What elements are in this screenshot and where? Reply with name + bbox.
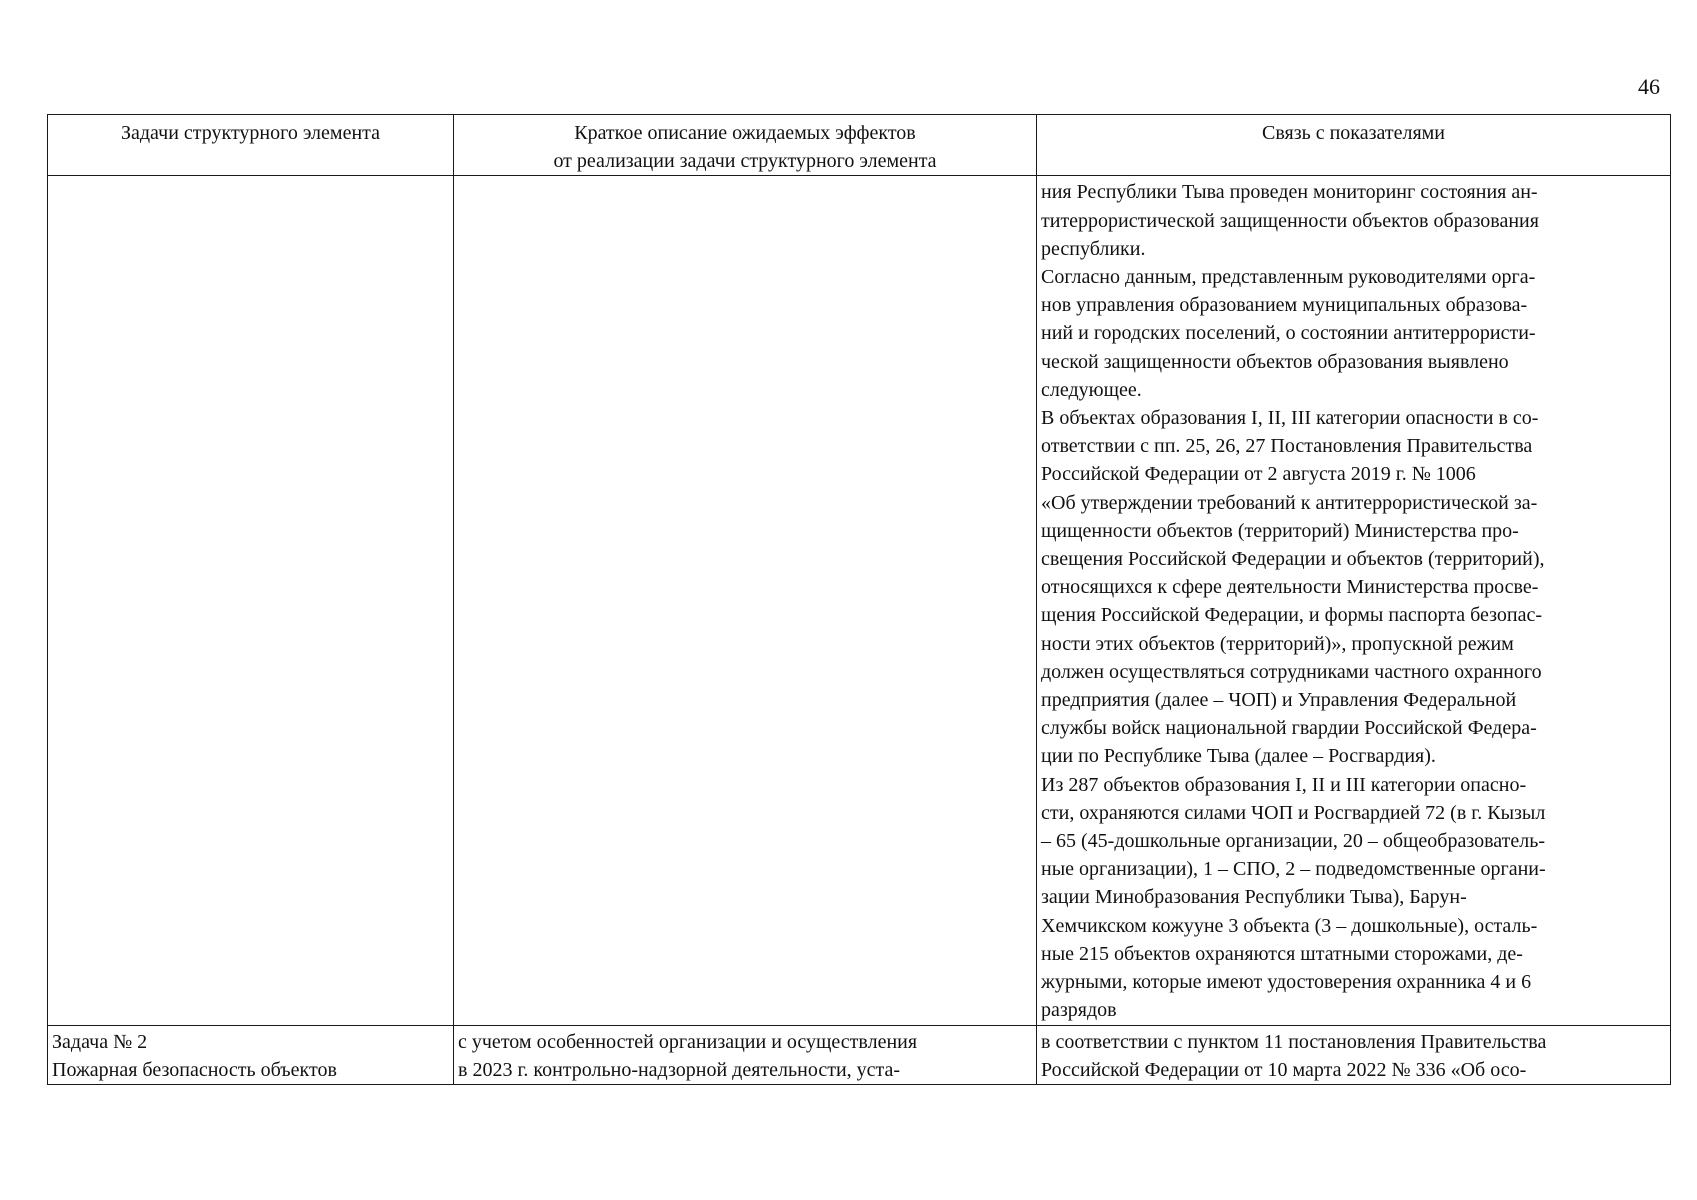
header-indicators-link: Связь с показателями bbox=[1037, 115, 1671, 176]
table-cell-effects: с учетом особенностей организации и осуществления в 2023 г. контрольно-надзорной деятельности, уста- bbox=[454, 1025, 1037, 1084]
table-cell-effects bbox=[454, 176, 1037, 1025]
header-effects-description: Краткое описание ожидаемых эффектов от реализации задачи структурного элемента bbox=[454, 115, 1037, 176]
table-header-row bbox=[48, 115, 1671, 176]
structural-element-table bbox=[47, 114, 1671, 1085]
table-cell-indicators: в соответствии с пунктом 11 постановления Правительства Российской Федерации от 10 марта 2022 № 336 «Об осо- bbox=[1037, 1025, 1671, 1084]
table-row bbox=[48, 176, 1671, 1025]
header-tasks: Задачи структурного элемента bbox=[48, 115, 454, 176]
page-number: 46 bbox=[1638, 74, 1660, 99]
table-cell-task bbox=[48, 176, 454, 1025]
table-row bbox=[48, 1025, 1671, 1084]
table-cell-task: Задача № 2 Пожарная безопасность объектов bbox=[48, 1025, 454, 1084]
table-cell-indicators: ния Республики Тыва проведен мониторинг состояния ан- титеррористической защищенности объектов образования республики. Согласно данным, представленным руководителями орга- нов управления образованием муниципальных образова- ний и городских поселений, о состоянии антитеррористи- ческой защищенности объектов образования выявлено следующее. В объектах образования I, II, III категории опасности в со- ответствии с пп. 25, 26, 27 Постановления Правительства Российской Федерации от 2 августа 2019 г. № 1006 «Об утверждении требований к антитеррористической за- щищенности объектов (территорий) Министерства про- свещения Российской Федерации и объектов (территорий), относящихся к сфере деятельности Министерства просве- щения Российской Федерации, и формы паспорта безопас- ности этих объектов (территорий)», пропускной режим должен осуществляться сотрудниками частного охранного предприятия (далее – ЧОП) и Управления Федеральной службы войск национальной гвардии Российской Федера- ции по Республике Тыва (далее – Росгвардия). Из 287 объектов образования I, II и III категории опасно- сти, охраняются силами ЧОП и Росгвардией 72 (в г. Кызыл – 65 (45-дошкольные организации, 20 – общеобразователь- ные организации), 1 – СПО, 2 – подведомственные органи- зации Минобразования Республики Тыва), Барун- Хемчикском кожууне 3 объекта (3 – дошкольные), осталь- ные 215 объектов охраняются штатными сторожами, де- журными, которые имеют удостоверения охранника 4 и 6 разрядов bbox=[1037, 176, 1671, 1025]
